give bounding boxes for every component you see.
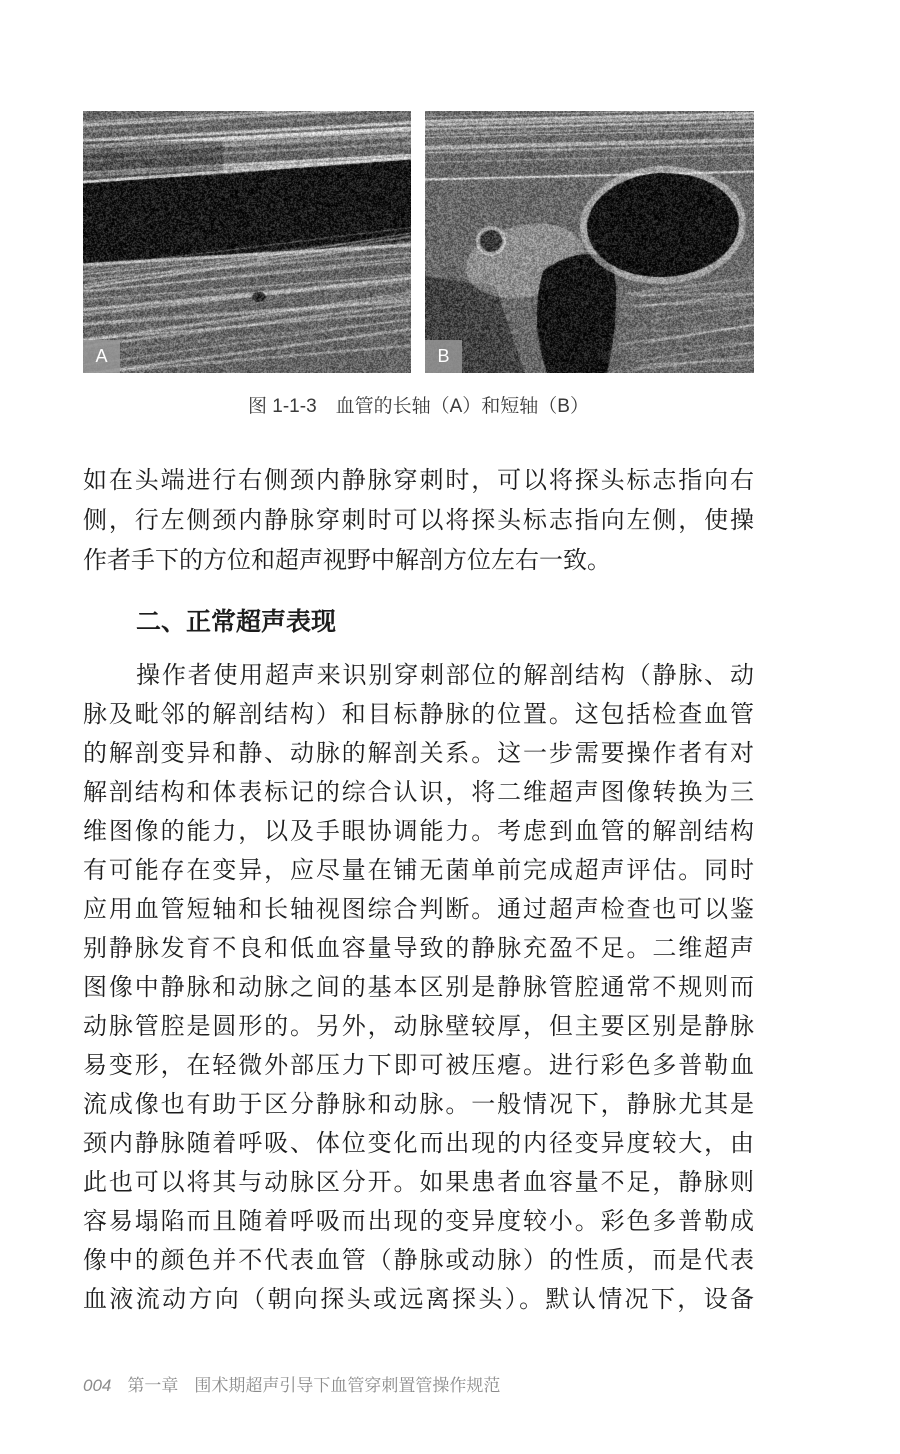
paragraph-2 bbox=[83, 656, 754, 1319]
paragraph-line: 此也可以将其与动脉区分开。如果患者血容量不足，静脉则 bbox=[83, 1168, 754, 1196]
page-number: 004 bbox=[83, 1376, 112, 1395]
page-footer bbox=[83, 1373, 500, 1399]
paragraph-line: 操作者使用超声来识别穿刺部位的解剖结构（静脉、动 bbox=[136, 661, 754, 689]
paragraph-line: 易变形，在轻微外部压力下即可被压瘪。进行彩色多普勒血 bbox=[83, 1051, 754, 1079]
paragraph-line: 脉及毗邻的解剖结构）和目标静脉的位置。这包括检查血管 bbox=[83, 700, 754, 728]
ultrasound-image-a bbox=[83, 111, 411, 373]
paragraph-line: 解剖结构和体表标记的综合认识，将二维超声图像转换为三 bbox=[83, 778, 754, 806]
paragraph-line: 别静脉发育不良和低血容量导致的静脉充盈不足。二维超声 bbox=[83, 934, 754, 962]
ultrasound-long-axis-image bbox=[83, 111, 411, 373]
paragraph-line: 如在头端进行右侧颈内静脉穿刺时，可以将探头标志指向右 bbox=[83, 466, 754, 494]
paragraph-line: 有可能存在变异，应尽量在铺无菌单前完成超声评估。同时 bbox=[83, 856, 754, 884]
paragraph-line: 作者手下的方位和超声视野中解剖方位左右一致。 bbox=[83, 546, 611, 574]
chapter-title: 围术期超声引导下血管穿刺置管操作规范 bbox=[194, 1376, 501, 1395]
paragraph-line: 颈内静脉随着呼吸、体位变化而出现的内径变异度较大，由 bbox=[83, 1129, 754, 1157]
ultrasound-short-axis-image bbox=[425, 111, 754, 373]
paragraph-line: 容易塌陷而且随着呼吸而出现的变异度较小。彩色多普勒成 bbox=[83, 1207, 754, 1235]
paragraph-line: 动脉管腔是圆形的。另外，动脉壁较厚，但主要区别是静脉 bbox=[83, 1012, 754, 1040]
paragraph-line: 的解剖变异和静、动脉的解剖关系。这一步需要操作者有对 bbox=[83, 739, 754, 767]
paragraph-line: 维图像的能力，以及手眼协调能力。考虑到血管的解剖结构 bbox=[83, 817, 754, 845]
paragraph-1 bbox=[83, 460, 754, 580]
paragraph-line: 血液流动方向（朝向探头或远离探头）。默认情况下，设备 bbox=[83, 1285, 754, 1313]
paragraph-line: 图像中静脉和动脉之间的基本区别是静脉管腔通常不规则而 bbox=[83, 973, 754, 1001]
paragraph-line: 流成像也有助于区分静脉和动脉。一般情况下，静脉尤其是 bbox=[83, 1090, 754, 1118]
ultrasound-image-b bbox=[425, 111, 754, 373]
paragraph-line: 像中的颜色并不代表血管（静脉或动脉）的性质，而是代表 bbox=[83, 1246, 754, 1274]
panel-label-a: A bbox=[83, 340, 120, 373]
figure-caption: 图 1-1-3 血管的长轴（A）和短轴（B） bbox=[248, 396, 589, 417]
paragraph-line: 侧，行左侧颈内静脉穿刺时可以将探头标志指向左侧，使操 bbox=[83, 506, 754, 534]
paragraph-line: 应用血管短轴和长轴视图综合判断。通过超声检查也可以鉴 bbox=[83, 895, 754, 923]
panel-label-b: B bbox=[425, 340, 462, 373]
chapter-label: 第一章 bbox=[127, 1376, 179, 1395]
section-heading: 二、正常超声表现 bbox=[136, 607, 337, 636]
